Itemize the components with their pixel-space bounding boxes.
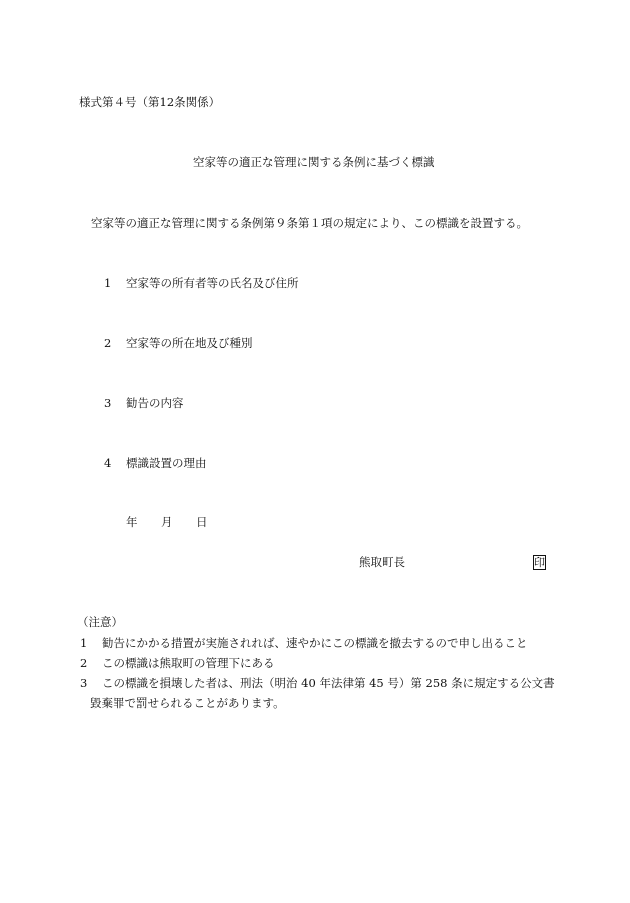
issuer-name: 熊取町長 [359,555,405,569]
note-text: この標識を損壊した者は、刑法（明治 40 年法律第 45 号）第 258 条に規定する公文書 [102,676,555,690]
item-number: 1 [104,276,112,290]
note-text: この標識は熊取町の管理下にある [102,656,275,670]
item-number: 2 [104,336,112,350]
item-number: 4 [104,456,112,470]
document-title: 空家等の適正な管理に関する条例に基づく標識 [193,155,435,169]
date-day: 日 [196,515,208,529]
note-number: 1 [80,636,88,650]
form-number: 様式第４号（第12条関係） [79,95,221,109]
item-number: 3 [104,396,112,410]
notes-heading: （注意） [77,615,123,629]
seal-mark: 印 [534,556,545,569]
note-text-continuation: 毀棄罪で罰せられることがあります。 [90,696,285,710]
note-number: 3 [80,676,88,690]
note-text: 勧告にかかる措置が実施されれば、速やかにこの標識を撤去するので申し出ること [102,636,528,650]
date-month: 月 [161,515,173,529]
item-label: 勧告の内容 [126,396,184,410]
item-label: 空家等の所有者等の氏名及び住所 [126,276,299,290]
item-label: 標識設置の理由 [126,456,207,470]
preamble-text: 空家等の適正な管理に関する条例第９条第１項の規定により、この標識を設置する。 [91,216,528,230]
item-label: 空家等の所在地及び種別 [126,336,253,350]
note-number: 2 [80,656,88,670]
date-year: 年 [126,515,138,529]
